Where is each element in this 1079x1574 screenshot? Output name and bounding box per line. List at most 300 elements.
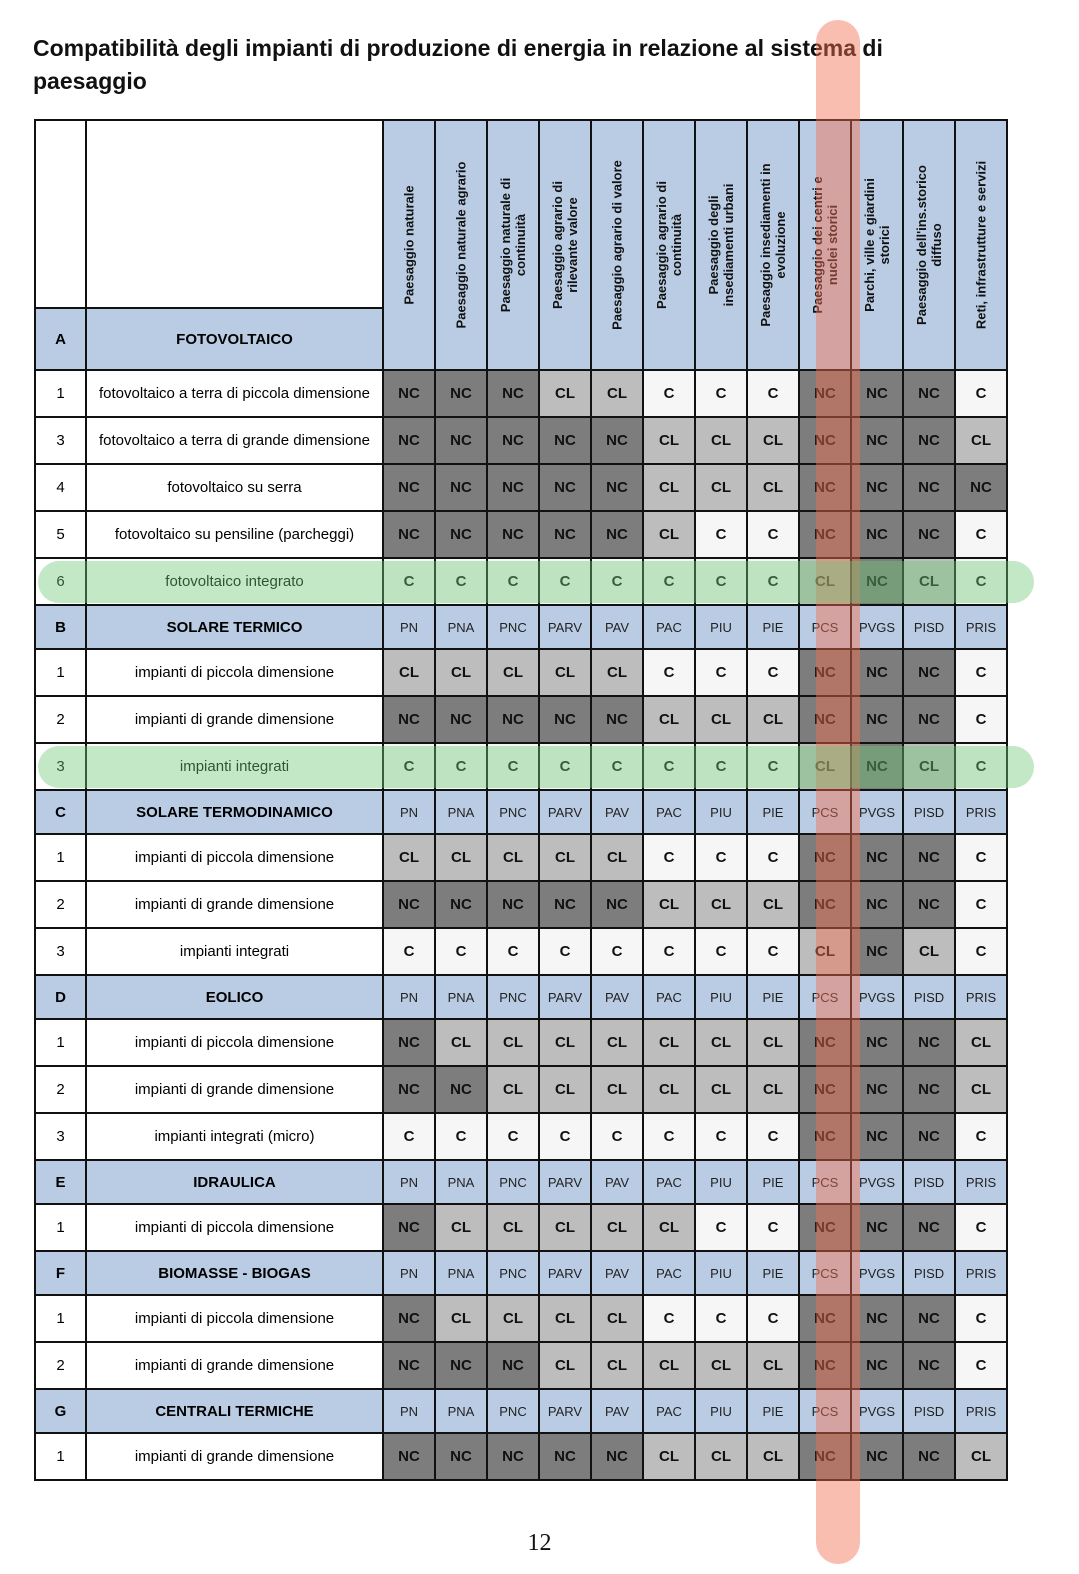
compatibility-cell: NC <box>539 464 591 511</box>
compatibility-cell: CL <box>695 881 747 928</box>
compatibility-cell: CL <box>643 464 695 511</box>
row-number: 3 <box>35 743 86 790</box>
row-label: impianti di grande dimensione <box>86 1433 383 1480</box>
compatibility-cell: NC <box>799 834 851 881</box>
table-row <box>35 1295 1007 1342</box>
column-code: PRIS <box>955 605 1007 649</box>
column-header <box>747 120 799 370</box>
compatibility-cell: CL <box>643 1066 695 1113</box>
column-header-label: Paesaggio naturale agrario <box>453 161 469 329</box>
compatibility-cell: CL <box>539 1019 591 1066</box>
section-name: FOTOVOLTAICO <box>86 308 383 370</box>
compatibility-cell: NC <box>383 1204 435 1251</box>
compatibility-cell: CL <box>591 649 643 696</box>
compatibility-cell: NC <box>487 417 539 464</box>
compatibility-cell: NC <box>591 881 643 928</box>
compatibility-cell: NC <box>487 511 539 558</box>
compatibility-cell: CL <box>643 1204 695 1251</box>
compatibility-cell: CL <box>747 881 799 928</box>
row-label: impianti di grande dimensione <box>86 1066 383 1113</box>
column-header <box>903 120 955 370</box>
compatibility-cell: CL <box>695 1433 747 1480</box>
compatibility-cell: C <box>955 649 1007 696</box>
compatibility-cell: C <box>955 1113 1007 1160</box>
column-code: PAC <box>643 1251 695 1295</box>
compatibility-cell: NC <box>903 834 955 881</box>
compatibility-cell: NC <box>383 881 435 928</box>
compatibility-cell: NC <box>799 1019 851 1066</box>
column-code: PAC <box>643 1160 695 1204</box>
compatibility-cell: CL <box>747 1433 799 1480</box>
section-name: SOLARE TERMICO <box>86 605 383 649</box>
column-code: PIE <box>747 1251 799 1295</box>
compatibility-cell: NC <box>955 464 1007 511</box>
section-name: CENTRALI TERMICHE <box>86 1389 383 1433</box>
compatibility-cell: CL <box>539 649 591 696</box>
column-code: PN <box>383 790 435 834</box>
column-code: PAV <box>591 790 643 834</box>
column-code: PN <box>383 1160 435 1204</box>
column-code: PRIS <box>955 975 1007 1019</box>
compatibility-cell: NC <box>799 696 851 743</box>
compatibility-cell: C <box>747 511 799 558</box>
compatibility-cell: NC <box>903 1019 955 1066</box>
row-label: fotovoltaico a terra di piccola dimensione <box>86 370 383 417</box>
compatibility-cell: NC <box>799 1066 851 1113</box>
section-name: EOLICO <box>86 975 383 1019</box>
compatibility-cell: CL <box>539 1204 591 1251</box>
compatibility-cell: NC <box>903 511 955 558</box>
column-code: PCS <box>799 605 851 649</box>
row-label: impianti di piccola dimensione <box>86 1204 383 1251</box>
compatibility-cell: C <box>591 928 643 975</box>
column-code: PIU <box>695 1389 747 1433</box>
table-row <box>35 834 1007 881</box>
column-header <box>591 120 643 370</box>
compatibility-cell: C <box>955 1204 1007 1251</box>
compatibility-cell: CL <box>487 1066 539 1113</box>
column-code: PNA <box>435 605 487 649</box>
compatibility-cell: CL <box>643 881 695 928</box>
compatibility-cell: CL <box>591 1204 643 1251</box>
compatibility-cell: NC <box>435 417 487 464</box>
compatibility-cell: C <box>539 1113 591 1160</box>
compatibility-cell: NC <box>435 696 487 743</box>
compatibility-cell: C <box>643 834 695 881</box>
column-header-label: Paesaggio agrario di rilevante valore <box>550 181 580 309</box>
compatibility-cell: NC <box>799 649 851 696</box>
compatibility-cell: NC <box>539 417 591 464</box>
column-code: PNA <box>435 975 487 1019</box>
compatibility-cell: CL <box>955 1019 1007 1066</box>
column-code: PRIS <box>955 1160 1007 1204</box>
table-row <box>35 1342 1007 1389</box>
compatibility-cell: NC <box>591 417 643 464</box>
compatibility-cell: NC <box>903 1342 955 1389</box>
column-code: PNA <box>435 790 487 834</box>
row-label: impianti di piccola dimensione <box>86 1019 383 1066</box>
column-code: PAC <box>643 790 695 834</box>
page-title: Compatibilità degli impianti di produzione di energia in relazione al sistema di paesaggio <box>33 35 883 94</box>
compatibility-cell: CL <box>487 834 539 881</box>
column-code: PCS <box>799 790 851 834</box>
compatibility-cell: C <box>747 928 799 975</box>
compatibility-cell: CL <box>591 1019 643 1066</box>
compatibility-cell: NC <box>903 1433 955 1480</box>
compatibility-cell: NC <box>851 743 903 790</box>
table-row <box>35 1204 1007 1251</box>
row-number: 2 <box>35 881 86 928</box>
column-code: PIE <box>747 790 799 834</box>
compatibility-cell: NC <box>487 696 539 743</box>
compatibility-cell: NC <box>799 881 851 928</box>
compatibility-cell: CL <box>695 1019 747 1066</box>
compatibility-cell: C <box>955 370 1007 417</box>
compatibility-cell: CL <box>747 1019 799 1066</box>
compatibility-cell: CL <box>435 1295 487 1342</box>
row-number: 6 <box>35 558 86 605</box>
compatibility-cell: CL <box>487 1019 539 1066</box>
compatibility-cell: C <box>435 743 487 790</box>
row-number: 1 <box>35 1433 86 1480</box>
row-label: fotovoltaico integrato <box>86 558 383 605</box>
compatibility-cell: NC <box>539 881 591 928</box>
compatibility-cell: NC <box>539 696 591 743</box>
column-code: PISD <box>903 605 955 649</box>
column-code: PAV <box>591 605 643 649</box>
compatibility-cell: NC <box>851 1019 903 1066</box>
column-header-label: Parchi, ville e giardini storici <box>862 178 892 312</box>
header-blank-num <box>35 120 86 308</box>
compatibility-cell: NC <box>435 1066 487 1113</box>
compatibility-table <box>34 119 1008 1481</box>
column-code: PAC <box>643 975 695 1019</box>
compatibility-cell: C <box>955 1342 1007 1389</box>
row-number: 2 <box>35 1066 86 1113</box>
compatibility-cell: C <box>747 834 799 881</box>
column-code: PAC <box>643 605 695 649</box>
table-row <box>35 511 1007 558</box>
column-code: PNA <box>435 1389 487 1433</box>
column-code: PIU <box>695 790 747 834</box>
column-code: PN <box>383 975 435 1019</box>
section-name: IDRAULICA <box>86 1160 383 1204</box>
row-label: impianti integrati <box>86 928 383 975</box>
compatibility-cell: NC <box>435 1433 487 1480</box>
compatibility-cell: NC <box>539 1433 591 1480</box>
section-row <box>35 1251 1007 1295</box>
compatibility-cell: NC <box>903 464 955 511</box>
compatibility-cell: C <box>695 834 747 881</box>
column-code: PNA <box>435 1160 487 1204</box>
column-code: PCS <box>799 1160 851 1204</box>
row-number: 1 <box>35 649 86 696</box>
compatibility-cell: C <box>955 696 1007 743</box>
column-code: PN <box>383 1251 435 1295</box>
compatibility-cell: NC <box>383 370 435 417</box>
column-code: PRIS <box>955 790 1007 834</box>
row-label: impianti di grande dimensione <box>86 881 383 928</box>
section-row <box>35 975 1007 1019</box>
compatibility-cell: NC <box>591 511 643 558</box>
column-code: PISD <box>903 1389 955 1433</box>
compatibility-cell: C <box>747 1295 799 1342</box>
table-row <box>35 1113 1007 1160</box>
compatibility-cell: C <box>591 743 643 790</box>
table-row <box>35 558 1007 605</box>
row-number: 3 <box>35 417 86 464</box>
compatibility-cell: NC <box>487 881 539 928</box>
column-code: PNC <box>487 1160 539 1204</box>
column-code: PIU <box>695 605 747 649</box>
compatibility-cell: C <box>955 928 1007 975</box>
compatibility-cell: NC <box>799 1342 851 1389</box>
row-label: fotovoltaico a terra di grande dimensione <box>86 417 383 464</box>
row-label: impianti integrati (micro) <box>86 1113 383 1160</box>
compatibility-cell: NC <box>903 696 955 743</box>
compatibility-cell: CL <box>903 928 955 975</box>
compatibility-cell: CL <box>695 417 747 464</box>
column-code: PCS <box>799 975 851 1019</box>
compatibility-cell: CL <box>955 1066 1007 1113</box>
compatibility-cell: C <box>695 1295 747 1342</box>
row-number: 2 <box>35 696 86 743</box>
column-code: PNC <box>487 790 539 834</box>
compatibility-cell: NC <box>903 1204 955 1251</box>
table-row <box>35 464 1007 511</box>
compatibility-cell: NC <box>851 1433 903 1480</box>
compatibility-cell: NC <box>435 464 487 511</box>
compatibility-cell: CL <box>695 1342 747 1389</box>
compatibility-cell: C <box>695 743 747 790</box>
compatibility-cell: NC <box>851 1295 903 1342</box>
compatibility-cell: C <box>643 1295 695 1342</box>
compatibility-cell: CL <box>643 511 695 558</box>
row-number: 1 <box>35 370 86 417</box>
compatibility-cell: C <box>955 1295 1007 1342</box>
compatibility-cell: C <box>955 834 1007 881</box>
row-label: fotovoltaico su pensiline (parcheggi) <box>86 511 383 558</box>
compatibility-cell: CL <box>591 1066 643 1113</box>
column-code: PN <box>383 1389 435 1433</box>
compatibility-cell: NC <box>487 370 539 417</box>
compatibility-cell: CL <box>487 649 539 696</box>
column-code: PIU <box>695 1251 747 1295</box>
compatibility-cell: CL <box>903 743 955 790</box>
column-code: PARV <box>539 1251 591 1295</box>
compatibility-cell: NC <box>799 370 851 417</box>
row-number: 1 <box>35 1019 86 1066</box>
compatibility-cell: CL <box>643 1433 695 1480</box>
column-code: PAV <box>591 1389 643 1433</box>
section-row <box>35 1389 1007 1433</box>
compatibility-cell: NC <box>851 558 903 605</box>
compatibility-cell: C <box>955 743 1007 790</box>
compatibility-cell: C <box>955 881 1007 928</box>
compatibility-cell: NC <box>539 511 591 558</box>
compatibility-cell: NC <box>383 1433 435 1480</box>
compatibility-cell: CL <box>539 370 591 417</box>
compatibility-cell: CL <box>695 464 747 511</box>
row-label: impianti di piccola dimensione <box>86 1295 383 1342</box>
column-code: PNA <box>435 1251 487 1295</box>
section-letter: B <box>35 605 86 649</box>
compatibility-cell: NC <box>903 649 955 696</box>
section-letter: D <box>35 975 86 1019</box>
compatibility-cell: C <box>487 1113 539 1160</box>
compatibility-cell: NC <box>799 464 851 511</box>
column-code: PAV <box>591 1160 643 1204</box>
compatibility-cell: C <box>955 511 1007 558</box>
column-code: PIU <box>695 1160 747 1204</box>
column-header <box>539 120 591 370</box>
compatibility-cell: C <box>643 558 695 605</box>
column-code: PIE <box>747 975 799 1019</box>
compatibility-cell: C <box>747 558 799 605</box>
compatibility-cell: NC <box>851 1066 903 1113</box>
column-code: PN <box>383 605 435 649</box>
column-code: PCS <box>799 1389 851 1433</box>
column-code: PIE <box>747 1160 799 1204</box>
compatibility-cell: C <box>955 558 1007 605</box>
compatibility-cell: NC <box>383 1295 435 1342</box>
compatibility-cell: NC <box>383 1066 435 1113</box>
compatibility-cell: NC <box>591 464 643 511</box>
compatibility-cell: NC <box>799 417 851 464</box>
compatibility-cell: C <box>591 558 643 605</box>
compatibility-cell: NC <box>591 696 643 743</box>
column-code: PISD <box>903 1251 955 1295</box>
compatibility-cell: CL <box>747 464 799 511</box>
compatibility-cell: C <box>539 558 591 605</box>
column-code: PARV <box>539 605 591 649</box>
compatibility-cell: NC <box>487 464 539 511</box>
compatibility-cell: C <box>747 370 799 417</box>
compatibility-cell: CL <box>799 928 851 975</box>
compatibility-cell: C <box>695 511 747 558</box>
compatibility-cell: NC <box>851 696 903 743</box>
section-letter: F <box>35 1251 86 1295</box>
compatibility-cell: CL <box>955 417 1007 464</box>
section-letter: E <box>35 1160 86 1204</box>
section-letter: C <box>35 790 86 834</box>
compatibility-cell: NC <box>851 464 903 511</box>
compatibility-cell: NC <box>435 881 487 928</box>
column-code: PARV <box>539 1160 591 1204</box>
table-row <box>35 417 1007 464</box>
table-row <box>35 928 1007 975</box>
compatibility-cell: CL <box>591 834 643 881</box>
column-code: PVGS <box>851 1251 903 1295</box>
column-code: PVGS <box>851 1160 903 1204</box>
compatibility-cell: NC <box>799 1113 851 1160</box>
compatibility-cell: CL <box>383 834 435 881</box>
row-label: impianti di piccola dimensione <box>86 649 383 696</box>
column-code: PIE <box>747 1389 799 1433</box>
compatibility-cell: C <box>643 649 695 696</box>
compatibility-cell: NC <box>851 511 903 558</box>
compatibility-cell: CL <box>539 1342 591 1389</box>
compatibility-cell: CL <box>695 1066 747 1113</box>
compatibility-cell: NC <box>903 370 955 417</box>
compatibility-cell: NC <box>851 1113 903 1160</box>
column-code: PNC <box>487 605 539 649</box>
table-row <box>35 1019 1007 1066</box>
column-code: PARV <box>539 1389 591 1433</box>
compatibility-cell: CL <box>747 1066 799 1113</box>
column-header-label: Paesaggio agrario di continuità <box>654 181 684 309</box>
row-number: 1 <box>35 834 86 881</box>
compatibility-cell: C <box>487 558 539 605</box>
compatibility-cell: NC <box>799 1204 851 1251</box>
page-number: 12 <box>527 1530 552 1556</box>
compatibility-cell: CL <box>903 558 955 605</box>
compatibility-cell: CL <box>799 743 851 790</box>
compatibility-cell: CL <box>487 1204 539 1251</box>
section-name: BIOMASSE - BIOGAS <box>86 1251 383 1295</box>
column-code: PISD <box>903 975 955 1019</box>
column-header <box>955 120 1007 370</box>
compatibility-cell: C <box>435 558 487 605</box>
column-code: PRIS <box>955 1251 1007 1295</box>
compatibility-cell: CL <box>539 1066 591 1113</box>
column-header-label: Paesaggio insediamenti in evoluzione <box>758 163 788 327</box>
table-row <box>35 649 1007 696</box>
column-code: PRIS <box>955 1389 1007 1433</box>
compatibility-cell: CL <box>747 417 799 464</box>
compatibility-cell: C <box>695 928 747 975</box>
column-header-label: Paesaggio naturale di continuità <box>498 177 528 313</box>
compatibility-cell: C <box>643 1113 695 1160</box>
compatibility-cell: C <box>487 928 539 975</box>
compatibility-cell: CL <box>435 1019 487 1066</box>
column-header-label: Reti, infrastrutture e servizi <box>973 160 989 330</box>
column-header-label: Paesaggio naturale <box>401 185 417 305</box>
compatibility-cell: C <box>383 743 435 790</box>
compatibility-cell: C <box>383 558 435 605</box>
compatibility-cell: CL <box>643 417 695 464</box>
table-row <box>35 1066 1007 1113</box>
column-code: PVGS <box>851 1389 903 1433</box>
column-code: PVGS <box>851 975 903 1019</box>
table-row <box>35 696 1007 743</box>
row-number: 2 <box>35 1342 86 1389</box>
compatibility-cell: NC <box>383 511 435 558</box>
compatibility-cell: C <box>643 743 695 790</box>
column-code: PNC <box>487 1389 539 1433</box>
compatibility-cell: C <box>435 1113 487 1160</box>
table-row <box>35 370 1007 417</box>
compatibility-cell: NC <box>903 1066 955 1113</box>
compatibility-cell: CL <box>643 1019 695 1066</box>
column-header <box>383 120 435 370</box>
compatibility-cell: C <box>747 649 799 696</box>
compatibility-cell: NC <box>383 464 435 511</box>
column-header-label: Paesaggio agrario di valore <box>609 160 625 330</box>
column-header <box>643 120 695 370</box>
compatibility-cell: C <box>539 928 591 975</box>
compatibility-cell: NC <box>851 834 903 881</box>
column-code: PNC <box>487 975 539 1019</box>
compatibility-cell: C <box>539 743 591 790</box>
column-code: PNC <box>487 1251 539 1295</box>
compatibility-cell: NC <box>591 1433 643 1480</box>
row-number: 4 <box>35 464 86 511</box>
compatibility-cell: CL <box>435 649 487 696</box>
column-header <box>851 120 903 370</box>
column-header <box>435 120 487 370</box>
compatibility-cell: NC <box>851 881 903 928</box>
